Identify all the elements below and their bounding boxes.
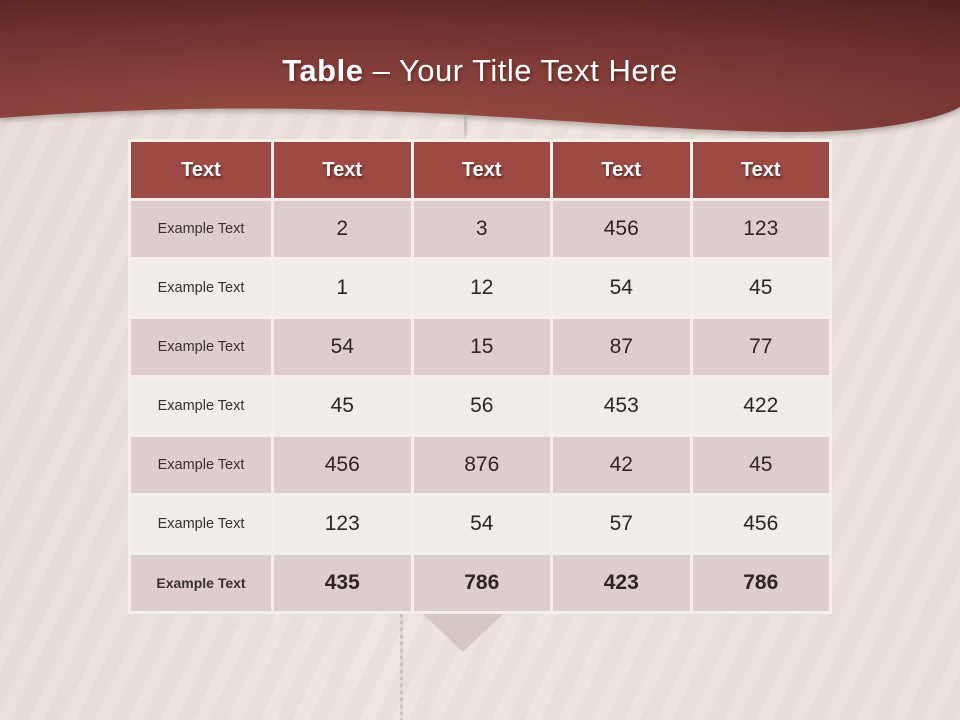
value-cell[interactable]: 57 <box>553 496 690 552</box>
value-cell[interactable]: 87 <box>553 319 690 375</box>
row-label-cell[interactable]: Example Text <box>131 496 271 552</box>
value-cell[interactable]: 786 <box>693 555 830 611</box>
value-cell[interactable]: 3 <box>414 201 551 257</box>
value-cell[interactable]: 435 <box>274 555 411 611</box>
value-cell[interactable]: 42 <box>553 437 690 493</box>
column-header[interactable]: Text <box>553 142 690 198</box>
column-header[interactable]: Text <box>274 142 411 198</box>
value-cell[interactable]: 453 <box>553 378 690 434</box>
slide-title-keyword: Table <box>282 53 364 88</box>
value-cell[interactable]: 54 <box>553 260 690 316</box>
value-cell[interactable]: 456 <box>553 201 690 257</box>
value-cell[interactable]: 45 <box>693 437 830 493</box>
row-label-cell[interactable]: Example Text <box>131 378 271 434</box>
rope-watermark <box>400 614 403 720</box>
value-cell[interactable]: 456 <box>693 496 830 552</box>
value-cell[interactable]: 123 <box>274 496 411 552</box>
row-label-cell[interactable]: Example Text <box>131 555 271 611</box>
value-cell[interactable]: 45 <box>693 260 830 316</box>
pendant-triangle-watermark <box>421 612 505 652</box>
value-cell[interactable]: 12 <box>414 260 551 316</box>
value-cell[interactable]: 56 <box>414 378 551 434</box>
value-cell[interactable]: 422 <box>693 378 830 434</box>
value-cell[interactable]: 786 <box>414 555 551 611</box>
slide-title-text: – Your Title Text Here <box>363 53 678 88</box>
value-cell[interactable]: 54 <box>274 319 411 375</box>
value-cell[interactable]: 876 <box>414 437 551 493</box>
row-label-cell[interactable]: Example Text <box>131 260 271 316</box>
value-cell[interactable]: 123 <box>693 201 830 257</box>
value-cell[interactable]: 15 <box>414 319 551 375</box>
value-cell[interactable]: 2 <box>274 201 411 257</box>
background-crease-line <box>464 108 467 142</box>
value-cell[interactable]: 1 <box>274 260 411 316</box>
row-label-cell[interactable]: Example Text <box>131 319 271 375</box>
value-cell[interactable]: 54 <box>414 496 551 552</box>
value-cell[interactable]: 456 <box>274 437 411 493</box>
row-label-cell[interactable]: Example Text <box>131 437 271 493</box>
row-label-cell[interactable]: Example Text <box>131 201 271 257</box>
column-header[interactable]: Text <box>693 142 830 198</box>
value-cell[interactable]: 423 <box>553 555 690 611</box>
data-table <box>128 139 832 614</box>
column-header[interactable]: Text <box>414 142 551 198</box>
slide-title[interactable] <box>0 53 960 89</box>
value-cell[interactable]: 77 <box>693 319 830 375</box>
value-cell[interactable]: 45 <box>274 378 411 434</box>
column-header[interactable]: Text <box>131 142 271 198</box>
